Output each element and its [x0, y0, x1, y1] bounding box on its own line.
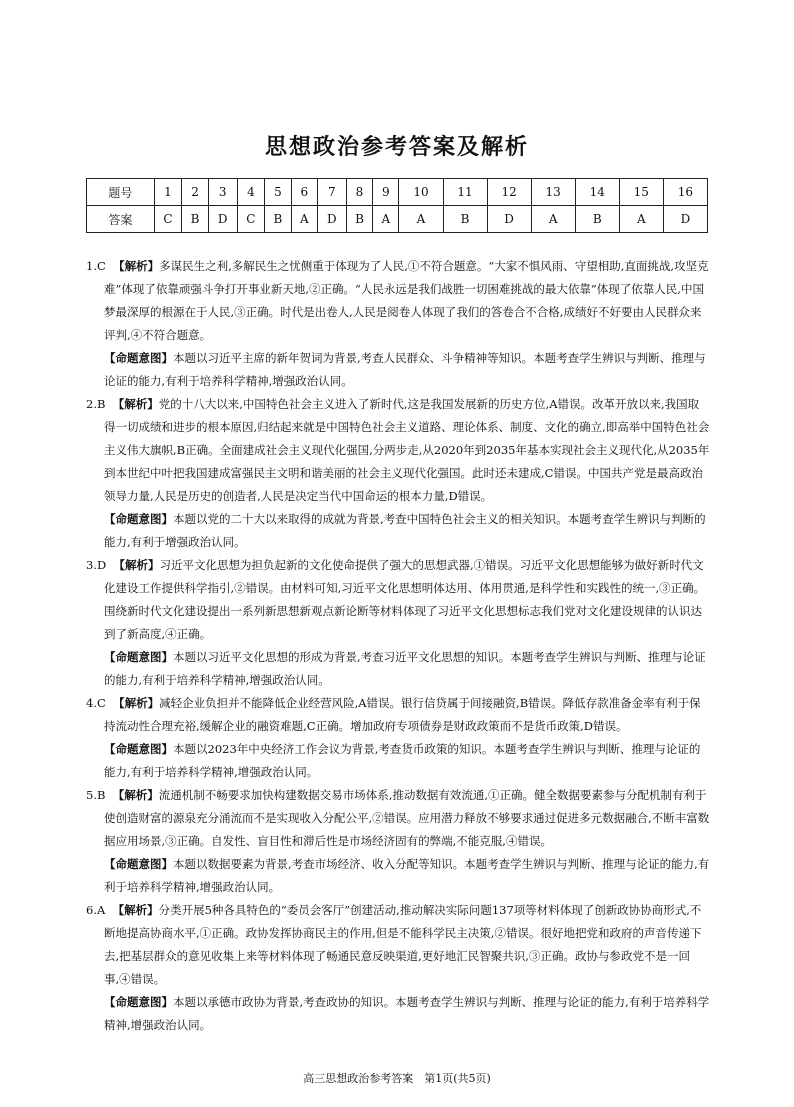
question-number-cell: 5	[265, 179, 292, 206]
intent-text: 本题以2023年中央经济工作会议为背景,考查货币政策的知识。本题考查学生辨识与判断、推理与论证的能力,有利于培养科学精神,增强政治认同。	[104, 742, 701, 779]
answer-cell: B	[346, 206, 373, 233]
table-header-cell: 答案	[87, 206, 155, 233]
question-answer-key: 6.A	[86, 903, 106, 917]
analysis-tag: 【解析】	[112, 788, 159, 802]
answer-cell: A	[619, 206, 663, 233]
answer-cell: C	[154, 206, 182, 233]
question-number-cell: 11	[443, 179, 487, 206]
question-number-cell: 13	[531, 179, 575, 206]
analysis-tag: 【解析】	[112, 397, 159, 411]
solutions-list	[86, 255, 710, 1037]
question-number-cell: 6	[291, 179, 317, 206]
question-number-cell: 15	[619, 179, 663, 206]
answer-cell: D	[487, 206, 531, 233]
question-number-cell: 3	[208, 179, 237, 206]
analysis-tag: 【解析】	[113, 696, 160, 710]
answer-cell: C	[237, 206, 265, 233]
page-footer: 高三思想政治参考答案 第1页(共5页)	[303, 1072, 491, 1085]
question-number-cell: 12	[487, 179, 531, 206]
intent-tag: 【命题意图】	[104, 742, 173, 756]
question-answer-key: 1.C	[86, 259, 106, 273]
solution-item	[86, 255, 710, 393]
question-number-cell: 4	[237, 179, 265, 206]
answer-cell: B	[182, 206, 209, 233]
answer-table-answer-row	[87, 206, 708, 233]
question-number-cell: 16	[663, 179, 707, 206]
analysis-text: 党的十八大以来,中国特色社会主义进入了新时代,这是我国发展新的历史方位,A错误。改革开放以来,我国取得一切成绩和进步的根本原因,归结起来就是中国特色社会主义道路、理论体系、制度、文化的确立,即高举中国特色社会主义伟大旗帜,B正确。全面建成社会主义现代化强国,分两步走,从2020年到2035年基本实现社会主义现代化,从2035年到本世纪中叶把我国建成富强民主文明和谐美丽的社会主义现代化强国。此时还未建成,C错误。中国共产党是最高政治领导力量,人民是历史的创造者,人民是决定当代中国命运的根本力量,D错误。	[104, 397, 710, 503]
solution-item	[86, 784, 710, 899]
answer-cell: B	[443, 206, 487, 233]
answer-cell: B	[265, 206, 292, 233]
question-number-cell: 1	[154, 179, 182, 206]
analysis-text: 分类开展5种各具特色的“委员会客厅”创建活动,推动解决实际问题137项等材料体现了创新政协协商形式,不断地提高协商水平,①正确。政协发挥协商民主的作用,但是不能科学民主决策,②错误。很好地把党和政府的声音传递下去,把基层群众的意见收集上来等材料体现了畅通民意反映渠道,更好地汇民智聚共识,③正确。政协与参政党不是一回事,④错误。	[104, 903, 702, 986]
intent-tag: 【命题意图】	[104, 512, 173, 526]
answer-cell: A	[291, 206, 317, 233]
answer-cell: A	[373, 206, 399, 233]
table-header-cell: 题号	[87, 179, 155, 206]
intent-text: 本题以习近平文化思想的形成为背景,考查习近平文化思想的知识。本题考查学生辨识与判断、推理与论证的能力,有利于培养科学精神,增强政治认同。	[104, 650, 706, 687]
intent-tag: 【命题意图】	[104, 351, 173, 365]
solution-item	[86, 393, 710, 554]
answer-cell: D	[317, 206, 346, 233]
answer-table-number-row	[87, 179, 708, 206]
question-number-cell: 8	[346, 179, 373, 206]
intent-text: 本题以习近平主席的新年贺词为背景,考查人民群众、斗争精神等知识。本题考查学生辨识与判断、推理与论证的能力,有利于培养科学精神,增强政治认同。	[104, 351, 706, 388]
question-number-cell: 9	[373, 179, 399, 206]
analysis-text: 多谋民生之利,多解民生之忧侧重于体现为了人民,①不符合题意。“大家不惧风雨、守望相助,直面挑战,攻坚克难”体现了依靠顽强斗争打开事业新天地,②正确。“人民永远是我们战胜一切困难挑战的最大依靠”体现了依靠人民,中国梦最深厚的根源在于人民,③正确。时代是出卷人,人民是阅卷人体现了我们的答卷合不合格,成绩好不好要由人民群众来评判,④不符合题意。	[104, 259, 709, 342]
question-answer-key: 3.D	[86, 558, 107, 572]
question-number-cell: 7	[317, 179, 346, 206]
intent-text: 本题以党的二十大以来取得的成就为背景,考查中国特色社会主义的相关知识。本题考查学生辨识与判断的能力,有利于增强政治认同。	[104, 512, 706, 549]
intent-text: 本题以数据要素为背景,考查市场经济、收入分配等知识。本题考查学生辨识与判断、推理与论证的能力,有利于培养科学精神,增强政治认同。	[104, 857, 710, 894]
answer-cell: A	[531, 206, 575, 233]
question-number-cell: 14	[575, 179, 619, 206]
question-answer-key: 5.B	[86, 788, 106, 802]
intent-tag: 【命题意图】	[104, 995, 173, 1009]
solution-item	[86, 692, 710, 784]
answer-table	[86, 178, 708, 233]
answer-cell: D	[208, 206, 237, 233]
intent-text: 本题以承德市政协为背景,考查政协的知识。本题考查学生辨识与判断、推理与论证的能力,有利于培养科学精神,增强政治认同。	[104, 995, 710, 1032]
solution-item	[86, 554, 710, 692]
answer-cell: B	[575, 206, 619, 233]
question-number-cell: 2	[182, 179, 209, 206]
question-answer-key: 2.B	[86, 397, 106, 411]
analysis-tag: 【解析】	[112, 903, 159, 917]
answer-cell: A	[399, 206, 443, 233]
intent-tag: 【命题意图】	[104, 650, 173, 664]
question-number-cell: 10	[399, 179, 443, 206]
analysis-text: 减轻企业负担并不能降低企业经营风险,A错误。银行信贷属于间接融资,B错误。降低存款准备金率有利于保持流动性合理充裕,缓解企业的融资难题,C正确。增加政府专项债券是财政政策而不是货币政策,D错误。	[104, 696, 701, 733]
question-answer-key: 4.C	[86, 696, 106, 710]
solution-item	[86, 899, 710, 1037]
analysis-tag: 【解析】	[113, 558, 160, 572]
analysis-text: 习近平文化思想为担负起新的文化使命提供了强大的思想武器,①错误。习近平文化思想能够为做好新时代文化建设工作提供科学指引,②错误。由材料可知,习近平文化思想明体达用、体用贯通,是科学性和实践性的统一,③正确。围绕新时代文化建设提出一系列新思想新观点新论断等材料体现了习近平文化思想标志我们党对文化建设规律的认识达到了新高度,④正确。	[104, 558, 706, 641]
page-title: 思想政治参考答案及解析	[264, 134, 529, 160]
intent-tag: 【命题意图】	[104, 857, 173, 871]
answer-cell: D	[663, 206, 707, 233]
analysis-tag: 【解析】	[113, 259, 160, 273]
analysis-text: 流通机制不畅要求加快构建数据交易市场体系,推动数据有效流通,①正确。健全数据要素参与分配机制有利于使创造财富的源泉充分涌流而不是实现收入分配公平,②错误。应用潜力释放不够要求通过促进多元数据融合,不断丰富数据应用场景,③正确。自发性、盲目性和滞后性是市场经济固有的弊端,不能克服,④错误。	[104, 788, 710, 848]
